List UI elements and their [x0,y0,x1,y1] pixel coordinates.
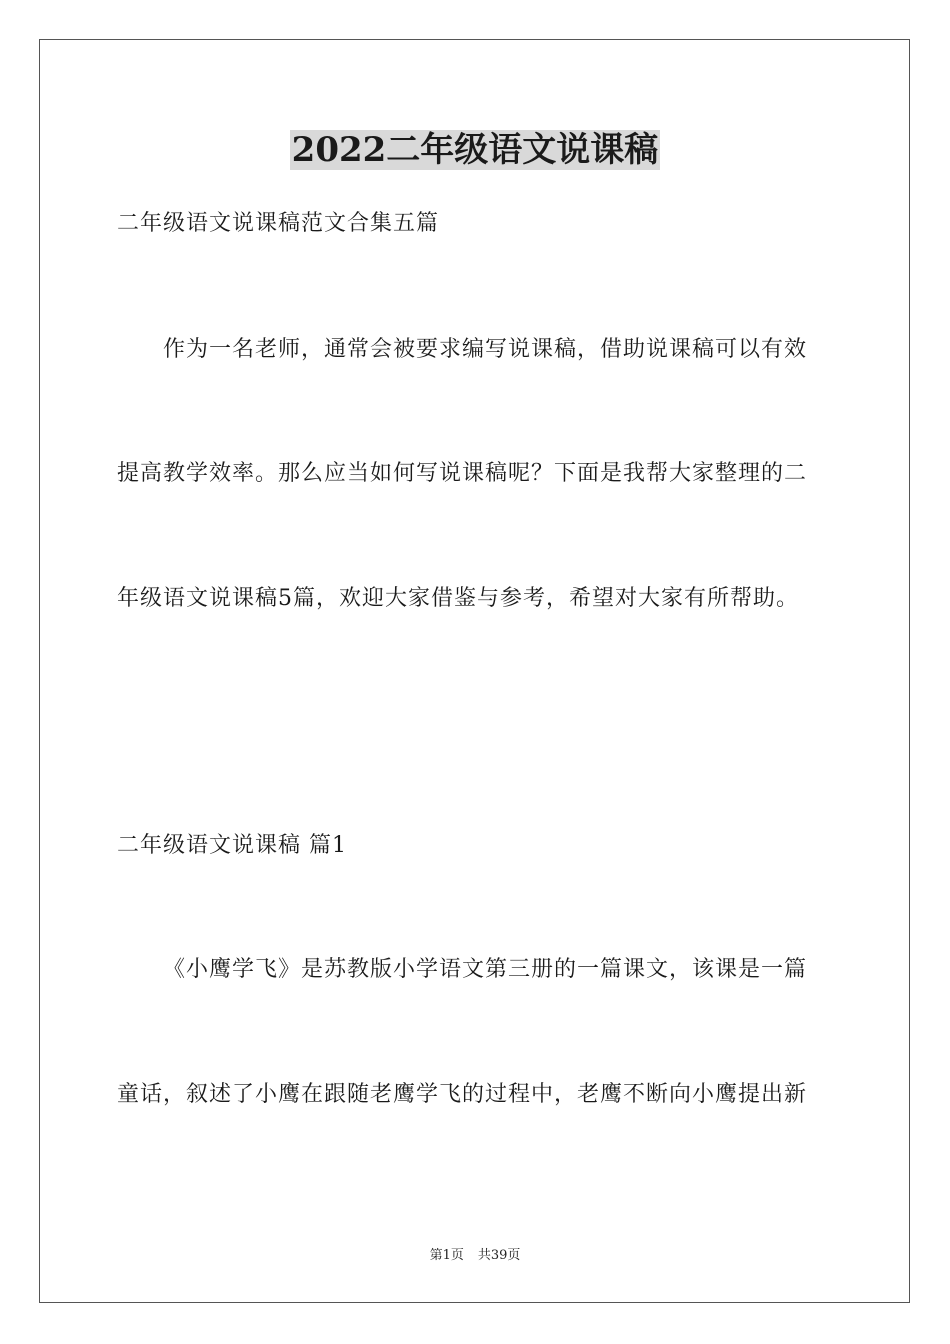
intro-paragraph-line: 年级语文说课稿5篇，欢迎大家借鉴与参考，希望对大家有所帮助。 [117,586,799,611]
page-total: 共39页 [477,1248,521,1263]
document-title-text: 2022二年级语文说课稿 [291,130,659,170]
intro-paragraph-line: 作为一名老师，通常会被要求编写说课稿，借助说课稿可以有效 [163,337,808,362]
section-heading: 二年级语文说课稿 篇1 [117,833,347,858]
section-paragraph-line: 《小鹰学飞》是苏教版小学语文第三册的一篇课文，该课是一篇 [163,957,808,982]
document-subtitle: 二年级语文说课稿范文合集五篇 [117,211,440,236]
section-paragraph-line: 童话，叙述了小鹰在跟随老鹰学飞的过程中，老鹰不断向小鹰提出新 [117,1082,808,1107]
page-number: 第1页 [429,1248,464,1263]
page-footer [0,1247,950,1265]
document-title [0,128,950,172]
intro-paragraph-line: 提高教学效率。那么应当如何写说课稿呢？下面是我帮大家整理的二 [117,461,808,486]
